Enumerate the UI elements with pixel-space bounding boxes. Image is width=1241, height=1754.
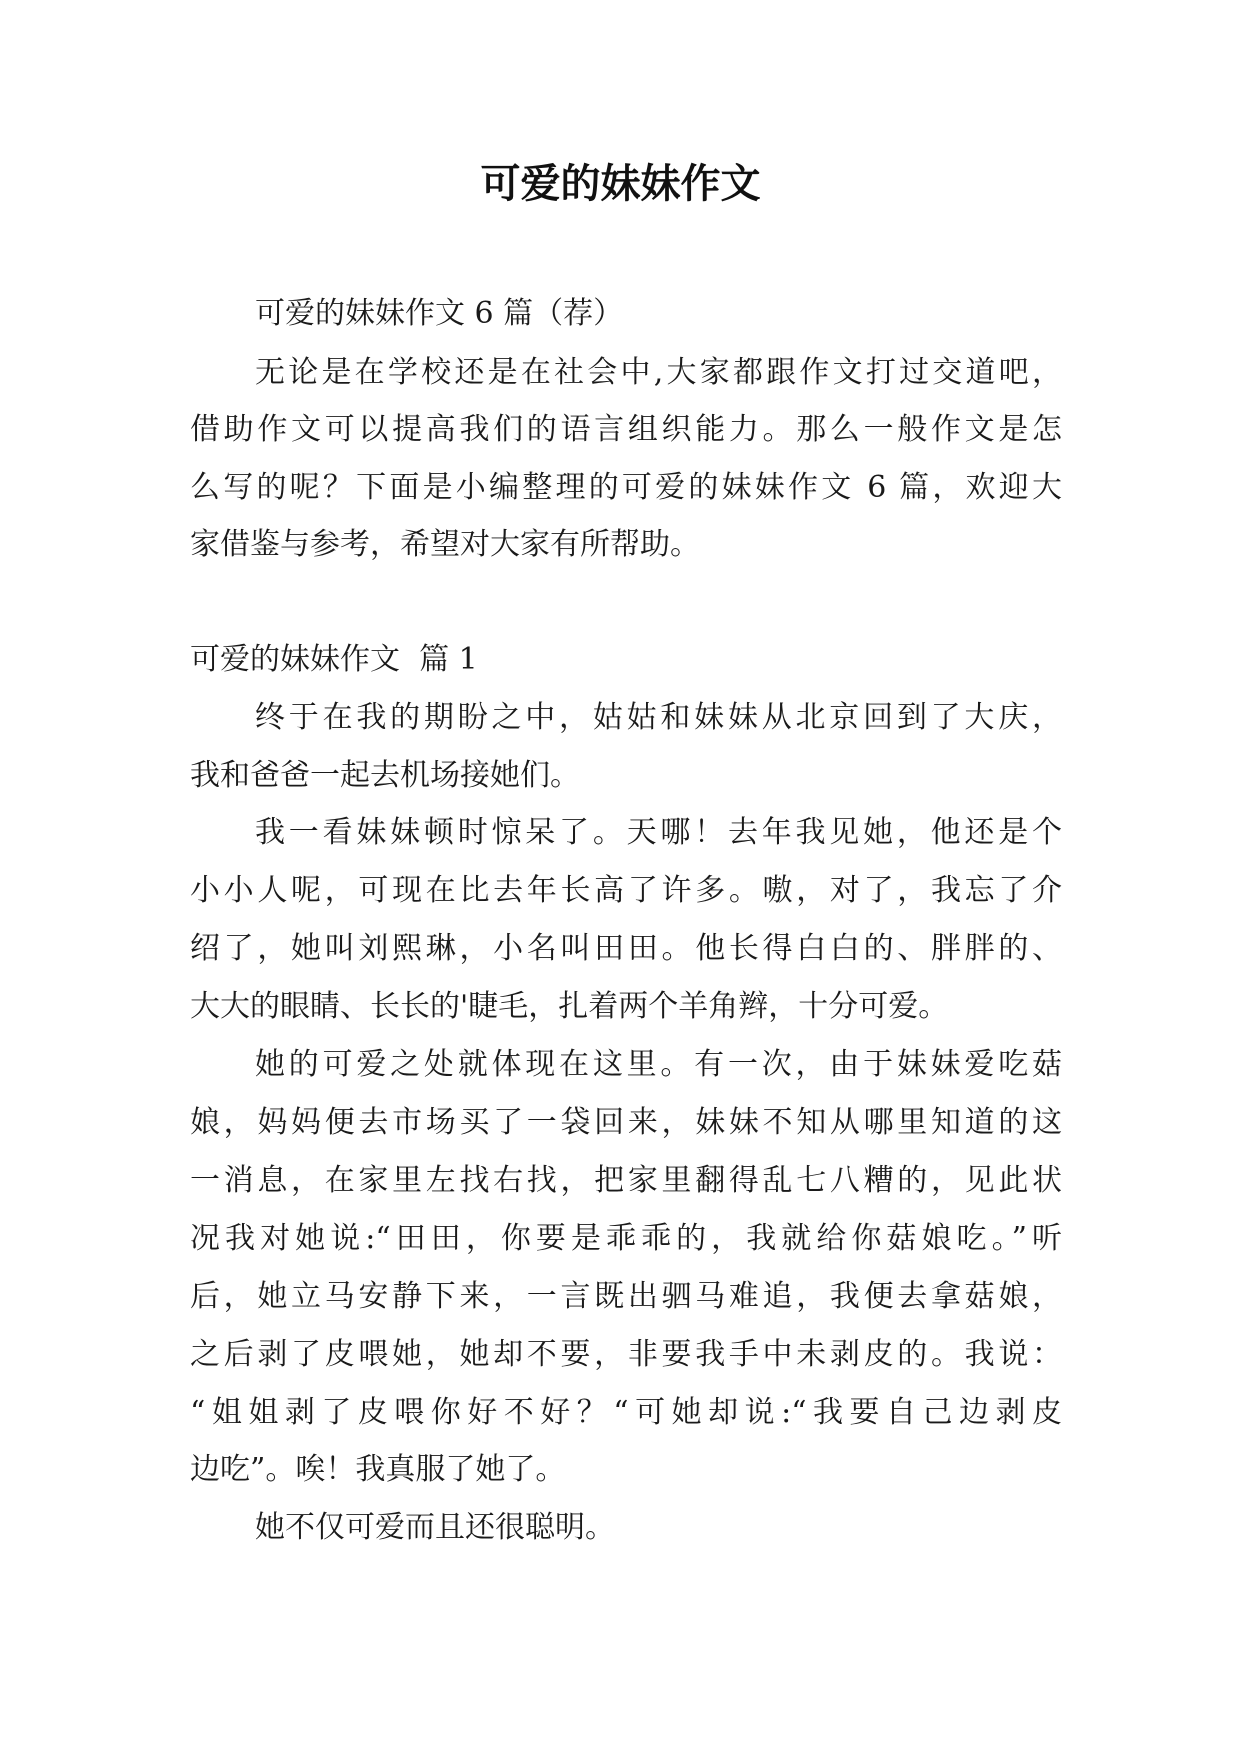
paragraph-line: 她的可爱之处就体现在这里。有一次，由于妹妹爱吃菇 [255,1047,1062,1082]
paragraph-line: 她不仅可爱而且还很聪明。 [255,1510,615,1545]
intro-line: 借助作文可以提高我们的语言组织能力。那么一般作文是怎 [190,412,1062,447]
paragraph-line: 我一看妹妹顿时惊呆了。天哪！去年我见她，他还是个 [255,815,1062,850]
paragraph-line: 终于在我的期盼之中，姑姑和妹妹从北京回到了大庆， [255,700,1062,735]
intro-line: 么写的呢？下面是小编整理的可爱的妹妹作文 6 篇，欢迎大 [190,470,1062,505]
paragraph-line: 一消息，在家里左找右找，把家里翻得乱七八糟的，见此状 [190,1163,1062,1198]
section-heading: 可爱的妹妹作文 篇 1 [190,642,478,677]
paragraph-line: 之后剥了皮喂她，她却不要，非要我手中未剥皮的。我说： [190,1337,1062,1372]
paragraph-line: “姐姐剥了皮喂你好不好？“可她却说:“我要自己边剥皮 [190,1395,1062,1430]
intro-subtitle: 可爱的妹妹作文 6 篇（荐） [255,296,624,331]
document-title: 可爱的妹妹作文 [480,160,761,207]
intro-line: 家借鉴与参考，希望对大家有所帮助。 [190,527,700,562]
paragraph-line: 娘，妈妈便去市场买了一袋回来，妹妹不知从哪里知道的这 [190,1105,1062,1140]
paragraph-line: 后，她立马安静下来，一言既出驷马难追，我便去拿菇娘， [190,1279,1062,1314]
paragraph-line: 边吃”。唉！我真服了她了。 [190,1452,566,1487]
paragraph-line: 况我对她说:“田田，你要是乖乖的，我就给你菇娘吃。”听 [190,1221,1062,1256]
paragraph-line: 小小人呢，可现在比去年长高了许多。嗷，对了，我忘了介 [190,873,1062,908]
paragraph-line: 我和爸爸一起去机场接她们。 [190,758,580,793]
paragraph-line: 大大的眼睛、长长的'睫毛，扎着两个羊角辫，十分可爱。 [190,989,949,1024]
intro-line: 无论是在学校还是在社会中,大家都跟作文打过交道吧， [255,355,1062,390]
paragraph-line: 绍了，她叫刘熙琳，小名叫田田。他长得白白的、胖胖的、 [190,931,1062,966]
